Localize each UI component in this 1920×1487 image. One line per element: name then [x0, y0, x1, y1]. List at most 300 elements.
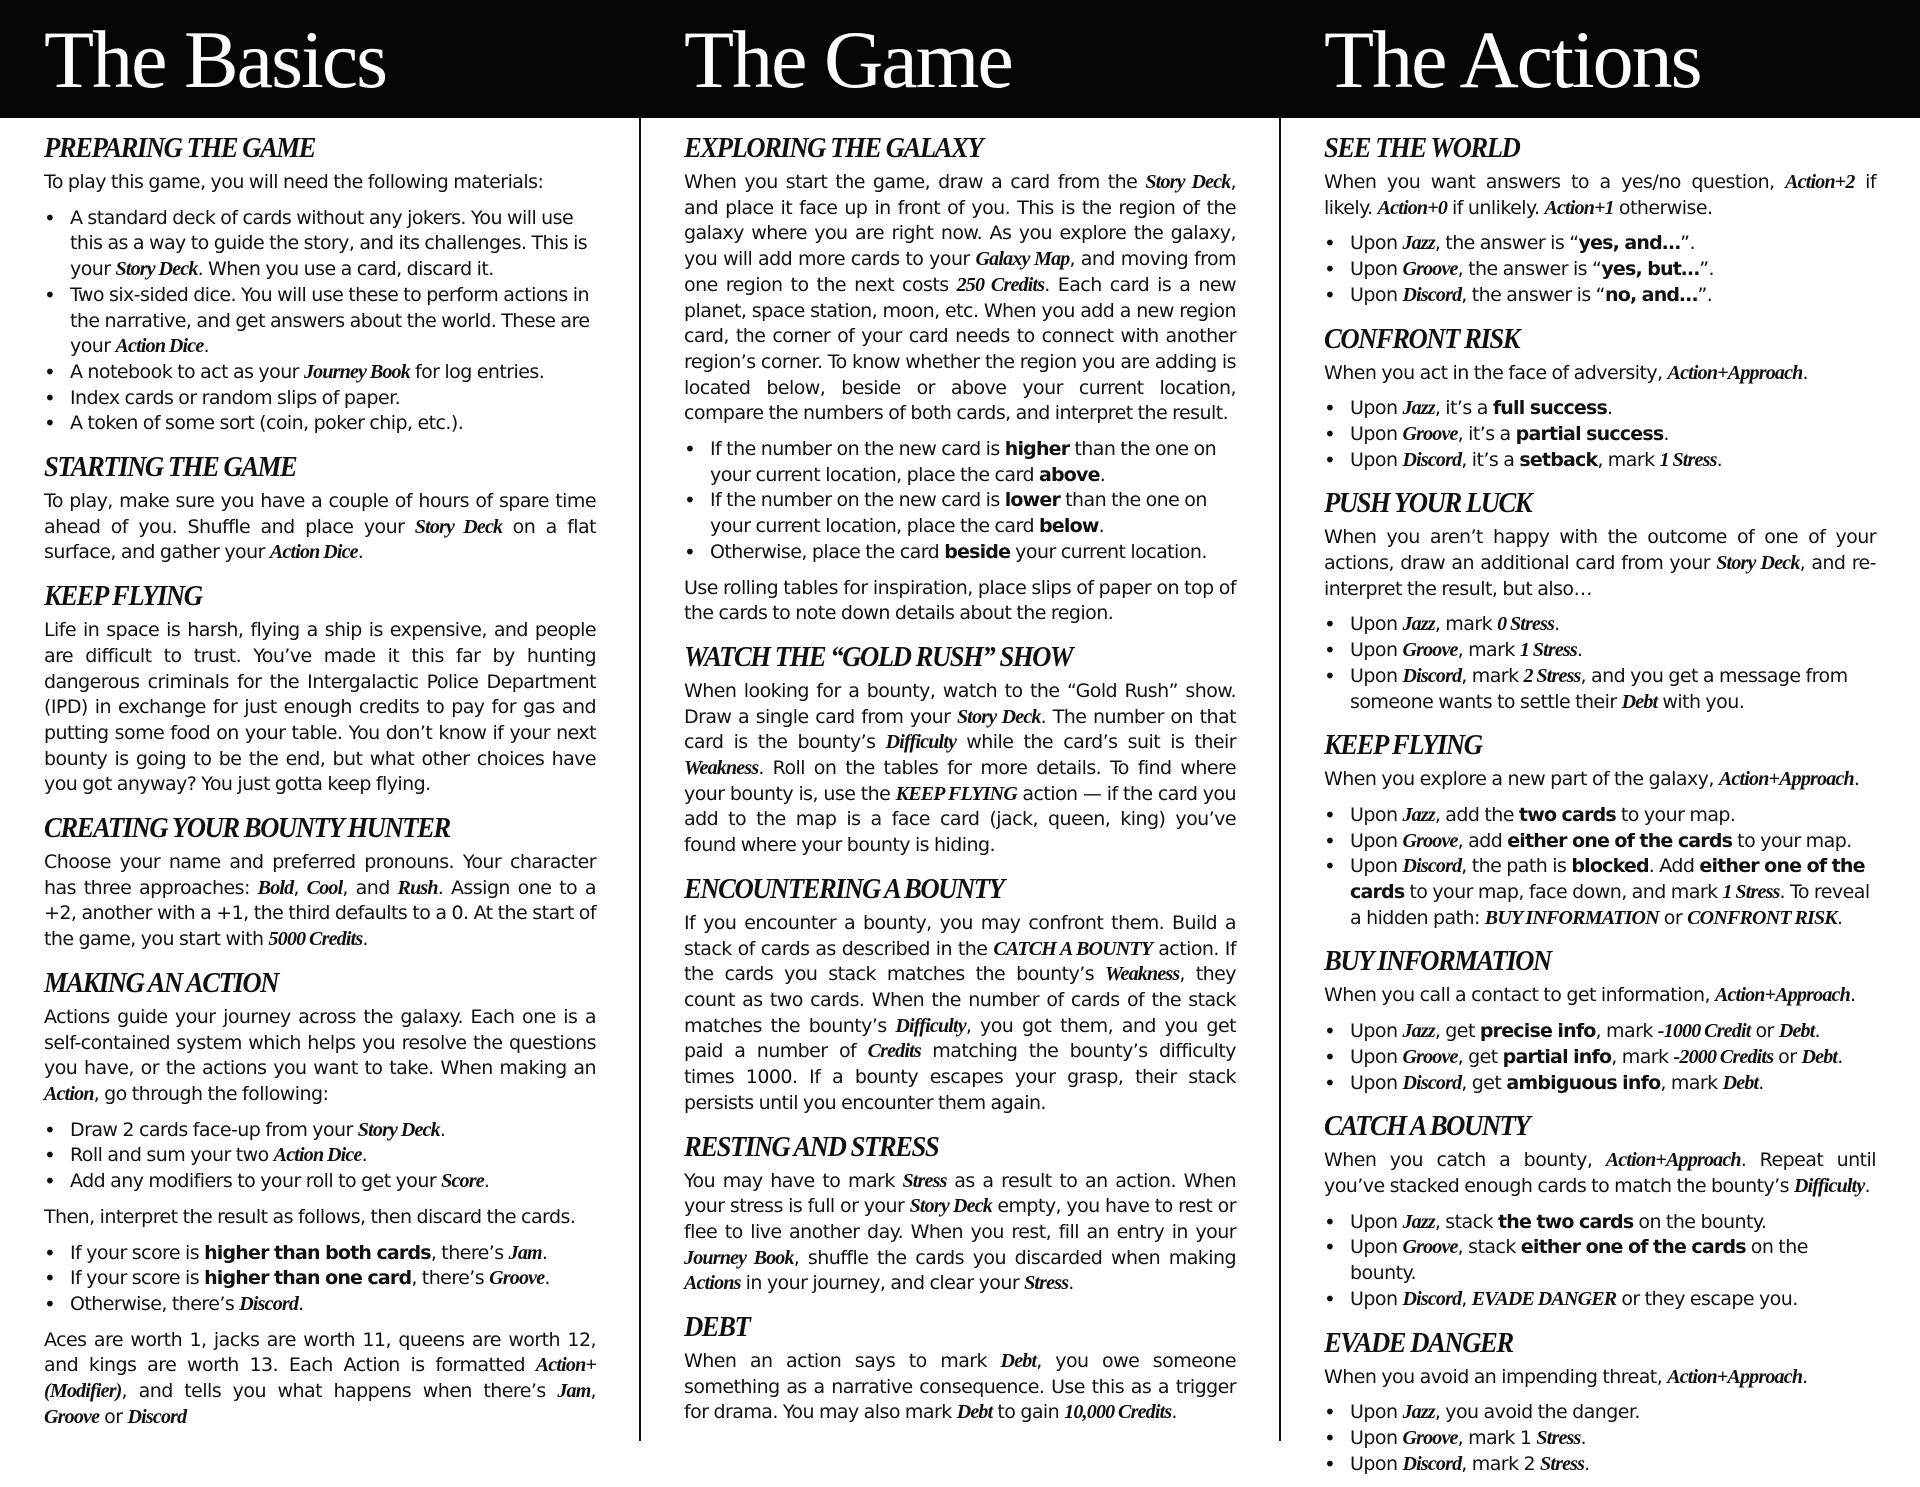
text-run: To play, make sure you have a couple of hours of spare time ahead of you. Shuffle and place your: [44, 490, 596, 538]
list-item: [70, 1292, 596, 1318]
strong-text: precise info: [1479, 1020, 1596, 1043]
bullet-list: [1324, 803, 1876, 932]
text-run: Upon: [1350, 232, 1403, 255]
paragraph: [1324, 1148, 1876, 1199]
text-run: , you owe someone something as a narrative consequence. Use this as a trigger for drama. You may also mark: [684, 1350, 1237, 1424]
text-run: .: [1836, 906, 1843, 929]
section-heading: CATCH A BOUNTY: [1324, 1110, 1530, 1143]
strong-text: no, and…: [1604, 283, 1698, 306]
list-item: [70, 1241, 596, 1267]
text-run: , stack: [1434, 1210, 1498, 1233]
text-run: .: [1068, 1272, 1074, 1295]
text-run: .: [439, 1118, 446, 1141]
text-run: on the bounty.: [1350, 1236, 1808, 1285]
term-emphasis: Story Deck: [1145, 171, 1231, 193]
section-heading: PUSH YOUR LUCK: [1324, 487, 1532, 520]
strong-text: the two cards: [1497, 1210, 1634, 1233]
text-run: , shuffle the cards you discarded when making: [793, 1246, 1236, 1269]
strong-text: partial info: [1502, 1045, 1612, 1068]
paragraph: [44, 489, 596, 566]
term-emphasis: 1 Stress: [1519, 639, 1577, 662]
list-item: [710, 540, 1236, 566]
term-emphasis: Story Deck: [956, 705, 1041, 728]
section-preparing-the-game: [44, 128, 596, 437]
text-run: .: [1607, 397, 1613, 420]
list-item: [1350, 854, 1876, 931]
term-emphasis: Groove: [1402, 829, 1458, 852]
text-run: A notebook to act as your: [70, 360, 304, 383]
column-title-basics: The Basics: [44, 14, 387, 105]
term-emphasis: 5000 Credits: [268, 928, 363, 951]
text-run: , they count as two cards. When the number of cards of the stack matches the bounty’s: [684, 963, 1236, 1037]
text-run: Upon: [1350, 639, 1403, 662]
text-run: , mark 2: [1461, 1452, 1541, 1475]
text-run: .: [1580, 1426, 1586, 1449]
text-run: .: [1576, 639, 1583, 662]
text-run: Use rolling tables for inspiration, place slips of paper on top of the cards to note down details about the region.: [684, 576, 1236, 625]
strong-text: yes, and…: [1578, 232, 1681, 255]
text-run: Aces are worth 1, jacks are worth 11, queens are worth 12, and kings are worth 13. Each Action is formatted: [44, 1328, 596, 1377]
text-run: , it’s a: [1457, 422, 1516, 445]
paragraph: [1324, 170, 1876, 221]
text-run: , go through the following:: [93, 1082, 329, 1105]
term-emphasis: Action+Approach: [1605, 1149, 1741, 1172]
text-run: . The number on that card is the bounty’s: [684, 705, 1236, 754]
term-emphasis: Discord: [1402, 283, 1462, 306]
strong-text: higher than one card: [204, 1267, 412, 1290]
paragraph: [44, 1328, 596, 1431]
term-emphasis: Action+(Modifier): [44, 1354, 596, 1403]
list-item: [1350, 638, 1876, 664]
section-creating-your-bounty-hunter: [44, 808, 596, 953]
term-emphasis: 10,000 Credits: [1064, 1401, 1172, 1424]
section-buy-information: [1324, 941, 1876, 1096]
text-run: Roll and sum your two: [70, 1144, 274, 1167]
term-emphasis: Rush: [397, 876, 438, 899]
bullet-list: [1324, 1400, 1876, 1477]
text-run: .: [203, 335, 209, 358]
term-emphasis: Jazz: [1402, 1020, 1435, 1043]
term-emphasis: Action+Approach: [1667, 1365, 1803, 1388]
section-watch-the-gold-rush-show: [684, 637, 1236, 859]
term-emphasis: Groove: [1402, 422, 1458, 445]
term-emphasis: Groove: [1402, 1426, 1458, 1449]
term-emphasis: 2 Stress: [1523, 664, 1581, 687]
strong-text: two cards: [1518, 803, 1616, 826]
text-run: .: [1554, 613, 1560, 636]
list-item: [1350, 1287, 1876, 1313]
text-run: Otherwise, place the card: [710, 540, 945, 563]
strong-text: higher: [1004, 438, 1070, 461]
section-heading: EVADE DANGER: [1324, 1326, 1513, 1359]
text-run: your current location.: [1010, 540, 1207, 563]
text-run: matching the bounty’s difficulty times 1000. If a bounty escapes your grasp, their stack persists until you encounter them again.: [684, 1040, 1236, 1114]
strong-text: above: [1038, 463, 1100, 486]
section-heading: SEE THE WORLD: [1324, 132, 1520, 164]
term-emphasis: Stress: [1536, 1426, 1581, 1449]
text-run: Upon: [1350, 664, 1403, 687]
bullet-list: [1324, 231, 1876, 308]
text-run: , mark: [1660, 1071, 1723, 1094]
text-run: Upon: [1350, 855, 1403, 878]
text-run: A token of some sort (coin, poker chip, etc.).: [70, 412, 464, 435]
text-run: to your map.: [1615, 803, 1736, 826]
text-run: .: [1584, 1452, 1590, 1475]
text-run: or: [1773, 1045, 1802, 1068]
text-run: , there’s: [430, 1241, 509, 1264]
text-run: , mark: [1461, 664, 1524, 687]
column-divider: [639, 118, 641, 1441]
term-emphasis: Jazz: [1402, 397, 1435, 420]
text-run: , add the: [1434, 803, 1519, 826]
term-emphasis: Action+Approach: [1714, 984, 1850, 1007]
bullet-list: [1324, 612, 1876, 715]
section-keep-flying: [44, 576, 596, 798]
text-run: Upon: [1350, 422, 1403, 445]
list-item: [70, 360, 596, 386]
column-divider: [1279, 118, 1281, 1441]
text-run: or: [1658, 906, 1688, 929]
text-run: to your map, face down, and mark: [1404, 881, 1723, 904]
text-run: for log entries.: [409, 360, 545, 383]
text-run: , mark: [1597, 448, 1660, 471]
text-run: If your score is: [70, 1267, 205, 1290]
term-emphasis: Difficulty: [885, 731, 957, 754]
list-item: [1350, 1210, 1876, 1236]
term-emphasis: Galaxy Map: [975, 248, 1070, 271]
text-run: Index cards or random slips of paper.: [70, 386, 401, 409]
term-emphasis: Discord: [1402, 664, 1462, 687]
term-emphasis: Jazz: [1402, 1401, 1435, 1424]
header-bar: [0, 0, 1920, 118]
text-run: . Roll on the tables for more details. To find where your bounty is, use the: [684, 757, 1236, 805]
text-run: When you explore a new part of the galaxy,: [1324, 768, 1719, 791]
text-run: Choose your name and preferred pronouns. Your character has three approaches:: [44, 851, 596, 899]
paragraph: [684, 1169, 1236, 1298]
term-emphasis: Story Deck: [909, 1195, 992, 1218]
text-run: Upon: [1350, 283, 1403, 306]
column-game: [684, 128, 1236, 1436]
list-item: [1350, 1426, 1876, 1452]
list-item: [1350, 396, 1876, 422]
term-emphasis: CONFRONT RISK: [1687, 906, 1837, 929]
term-emphasis: Groove: [489, 1267, 545, 1290]
text-run: , and: [342, 876, 398, 899]
term-emphasis: Action+Approach: [1667, 361, 1803, 384]
list-item: [1350, 1400, 1876, 1426]
section-heading: EXPLORING THE GALAXY: [684, 132, 983, 164]
text-run: . Repeat until you’ve stacked enough cards to match the bounty’s: [1324, 1149, 1877, 1197]
list-item: [1350, 283, 1876, 309]
text-run: than the one on your current location, place the card: [710, 489, 1207, 538]
text-run: You may have to mark: [684, 1169, 903, 1192]
text-run: , mark: [1595, 1020, 1658, 1043]
text-run: , there’s: [411, 1267, 490, 1290]
text-run: .: [1849, 984, 1856, 1007]
text-run: .: [1758, 1071, 1764, 1094]
text-run: When an action says to mark: [684, 1350, 1001, 1373]
text-run: than the one on your current location, place the card: [710, 438, 1217, 486]
text-run: , mark: [1434, 613, 1498, 636]
bullet-list: [44, 1118, 596, 1195]
text-run: Then, interpret the result as follows, then discard the cards.: [44, 1205, 576, 1228]
term-emphasis: Cool: [306, 876, 343, 899]
section-heading: CREATING YOUR BOUNTY HUNTER: [44, 812, 450, 845]
text-run: , it’s a: [1461, 448, 1520, 471]
list-item: [1350, 612, 1876, 638]
text-run: or: [99, 1405, 128, 1428]
text-run: .: [1814, 1020, 1820, 1043]
list-item: [70, 1143, 596, 1169]
text-run: If the number on the new card is: [710, 489, 1005, 512]
paragraph: [684, 911, 1236, 1117]
text-run: , the answer is “: [1434, 232, 1579, 255]
text-run: , and re-interpret the result, but also…: [1324, 552, 1876, 600]
paragraph: [684, 679, 1236, 859]
text-run: , mark: [1457, 639, 1520, 662]
list-item: [1350, 803, 1876, 829]
term-emphasis: Score: [441, 1170, 484, 1193]
term-emphasis: Stress: [1540, 1452, 1585, 1475]
paragraph: [1324, 1365, 1876, 1391]
text-run: .: [483, 1170, 490, 1193]
term-emphasis: Jazz: [1402, 1210, 1435, 1233]
list-item: [710, 437, 1236, 488]
term-emphasis: 1 Stress: [1722, 881, 1780, 904]
strong-text: below: [1038, 515, 1099, 538]
section-heading: DEBT: [684, 1311, 750, 1344]
term-emphasis: Journey Book: [684, 1246, 794, 1269]
text-run: , the answer is “: [1457, 258, 1602, 281]
section-heading: RESTING AND STRESS: [684, 1130, 939, 1163]
term-emphasis: Jam: [557, 1380, 591, 1403]
section-keep-flying: [1324, 725, 1876, 931]
text-run: .: [1802, 361, 1809, 384]
text-run: .: [1853, 768, 1860, 791]
term-emphasis: Discord: [239, 1292, 299, 1315]
term-emphasis: Difficulty: [895, 1014, 966, 1037]
term-emphasis: Difficulty: [1794, 1174, 1865, 1197]
text-run: Upon: [1350, 1020, 1403, 1043]
text-run: Life in space is harsh, flying a ship is expensive, and people are difficult to trust. You’ve made it this far by hunting dangerous criminals for the Intergalactic Police Department (IPD) in exchange for just enough credits to pay for gas and putting some food on your table. You don’t know if your next bounty is going to be the end, but what other choices have you got anyway? You just gotta keep flying.: [44, 619, 596, 796]
text-run: To play this game, you will need the following materials:: [44, 171, 544, 193]
section-heading: STARTING THE GAME: [44, 451, 297, 484]
list-item: [1350, 829, 1876, 855]
text-run: as a result to an action. When your stress is full or your: [684, 1169, 1236, 1218]
text-run: If you encounter a bounty, you may confront them. Build a stack of cards as described in the: [684, 911, 1236, 960]
strong-text: yes, but…: [1601, 258, 1700, 281]
text-run: .: [541, 1241, 548, 1264]
paragraph: [1324, 767, 1876, 793]
text-run: on a flat surface, and gather your: [44, 515, 596, 564]
strong-text: either one of the cards: [1507, 829, 1733, 852]
text-run: Draw 2 cards face-up from your: [70, 1118, 358, 1141]
text-run: If your score is: [70, 1241, 205, 1264]
text-run: .: [1098, 515, 1105, 538]
term-emphasis: Debt: [1000, 1350, 1037, 1373]
text-run: Upon: [1350, 1452, 1403, 1475]
term-emphasis: Action Dice: [269, 541, 358, 564]
list-item: [1350, 448, 1876, 474]
text-run: . Assign one to a +2, another with a +1, the third defaults to a 0. At the start of the game, you start with: [44, 876, 596, 951]
text-run: ”.: [1697, 283, 1713, 306]
paragraph: [44, 1005, 596, 1108]
section-confront-risk: [1324, 319, 1876, 474]
bullet-list: [1324, 1019, 1876, 1096]
section-heading: PREPARING THE GAME: [44, 132, 315, 164]
text-run: If the number on the new card is: [710, 438, 1005, 461]
text-run: to gain: [992, 1401, 1065, 1424]
term-emphasis: Debt: [1722, 1071, 1759, 1094]
text-run: When you aren’t happy with the outcome of one of your actions, draw an additional card from your: [1324, 526, 1876, 575]
term-emphasis: Groove: [44, 1405, 100, 1428]
text-run: .: [357, 541, 364, 564]
list-item: [70, 283, 596, 360]
list-item: [1350, 231, 1876, 257]
list-item: [710, 488, 1236, 539]
strong-text: partial success: [1515, 422, 1664, 445]
term-emphasis: Action Dice: [115, 335, 204, 358]
term-emphasis: Jazz: [1402, 232, 1435, 255]
term-emphasis: -1000 Credit: [1657, 1020, 1751, 1043]
term-emphasis: Credits: [867, 1040, 921, 1063]
text-run: , the path is: [1461, 855, 1572, 878]
text-run: , and tells you what happens when there’s: [121, 1380, 558, 1403]
text-run: ,: [590, 1380, 596, 1403]
term-emphasis: 250 Credits: [956, 273, 1045, 296]
text-run: , stack: [1457, 1236, 1521, 1259]
strong-text: full success: [1492, 397, 1608, 420]
text-run: , it’s a: [1434, 397, 1493, 420]
list-item: [70, 386, 596, 412]
text-run: , get: [1461, 1071, 1507, 1094]
text-run: Actions guide your journey across the galaxy. Each one is a self-contained system which helps you resolve the questions you have, or the actions you want to take. When making an: [44, 1005, 596, 1080]
text-run: Otherwise, there’s: [70, 1292, 240, 1315]
section-heading: WATCH THE “GOLD RUSH” SHOW: [684, 640, 1073, 673]
strong-text: either one of the cards: [1350, 855, 1865, 904]
text-run: , mark: [1611, 1045, 1674, 1068]
term-emphasis: Weakness: [1105, 963, 1180, 986]
text-run: .: [544, 1267, 550, 1290]
term-emphasis: Weakness: [684, 757, 759, 780]
text-run: on the bounty.: [1633, 1210, 1767, 1233]
section-resting-and-stress: [684, 1127, 1236, 1298]
text-run: .: [1864, 1174, 1871, 1197]
strong-text: beside: [944, 540, 1011, 563]
list-item: [70, 1266, 596, 1292]
text-run: otherwise.: [1613, 196, 1713, 219]
section-starting-the-game: [44, 447, 596, 566]
text-run: or they escape you.: [1616, 1287, 1798, 1310]
text-run: . Each card is a new planet, space station, moon, etc. When you add a new region card, the corner of your card needs to connect with another region’s corner. To know whether the region you are adding is located below, beside or above your current location, compare the numbers of both cards, and interpret the result.: [684, 273, 1236, 425]
term-emphasis: EVADE DANGER: [1471, 1287, 1617, 1310]
column-title-actions: The Actions: [1324, 14, 1701, 105]
text-run: . To reveal a hidden path:: [1350, 881, 1870, 929]
strong-text: ambiguous info: [1506, 1071, 1661, 1094]
text-run: , and moving from one region to the next costs: [684, 248, 1236, 296]
column-title-game: The Game: [684, 14, 1012, 105]
text-run: in your journey, and clear your: [740, 1272, 1025, 1295]
text-run: Upon: [1350, 829, 1403, 852]
column-basics: [44, 128, 596, 1440]
text-run: , mark 1: [1457, 1426, 1537, 1449]
text-run: .: [298, 1292, 304, 1315]
term-emphasis: Debt: [1621, 690, 1658, 713]
bullet-list: [44, 206, 596, 437]
term-emphasis: Discord: [1402, 1452, 1462, 1475]
text-run: , get: [1457, 1045, 1503, 1068]
term-emphasis: Story Deck: [1716, 552, 1800, 575]
text-run: Upon: [1350, 448, 1403, 471]
term-emphasis: Discord: [127, 1405, 187, 1428]
text-run: When you act in the face of adversity,: [1324, 361, 1668, 384]
text-run: When you start the game, draw a card from the: [684, 171, 1146, 193]
text-run: ”.: [1680, 232, 1695, 255]
text-run: Add any modifiers to your roll to get your: [70, 1170, 442, 1193]
section-exploring-the-galaxy: [684, 128, 1236, 627]
term-emphasis: Jazz: [1402, 803, 1435, 826]
text-run: Upon: [1350, 1401, 1403, 1424]
term-emphasis: Debt: [956, 1401, 993, 1424]
text-run: empty, you have to rest or flee to live another day. When you rest, fill an entry in your: [684, 1195, 1236, 1243]
text-run: .: [1663, 422, 1669, 445]
bullet-list: [1324, 1210, 1876, 1313]
text-run: with you.: [1657, 690, 1745, 713]
term-emphasis: Discord: [1402, 1071, 1462, 1094]
strong-text: blocked: [1571, 855, 1649, 878]
text-run: , you got them, and you get paid a number of: [684, 1014, 1236, 1063]
text-run: action — if the card you add to the map is a face card (jack, queen, king) you’ve found where your bounty is hiding.: [684, 782, 1236, 857]
text-run: When looking for a bounty, watch to the “Gold Rush” show. Draw a single card from your: [684, 679, 1236, 728]
text-run: When you avoid an impending threat,: [1324, 1365, 1668, 1388]
term-emphasis: Action: [44, 1082, 94, 1105]
section-heading: KEEP FLYING: [1324, 729, 1482, 762]
text-run: while the card’s suit is their: [956, 731, 1236, 754]
term-emphasis: 1 Stress: [1659, 448, 1717, 471]
term-emphasis: Bold: [257, 876, 294, 899]
text-run: .: [1802, 1365, 1808, 1388]
text-run: to your map.: [1732, 829, 1852, 852]
paragraph: [1324, 525, 1876, 602]
section-push-your-luck: [1324, 483, 1876, 715]
text-run: or: [1750, 1020, 1779, 1043]
strong-text: either one of the cards: [1520, 1236, 1746, 1259]
term-emphasis: Action+1: [1544, 196, 1614, 219]
term-emphasis: -2000 Credits: [1673, 1045, 1774, 1068]
list-item: [70, 411, 596, 437]
section-heading: CONFRONT RISK: [1324, 322, 1520, 355]
bullet-list: [684, 437, 1236, 566]
term-emphasis: Discord: [1402, 448, 1462, 471]
text-run: .: [362, 928, 368, 951]
text-run: .: [361, 1144, 368, 1167]
strong-text: setback: [1519, 448, 1598, 471]
column-actions: [1324, 128, 1876, 1487]
paragraph: [684, 170, 1236, 427]
paragraph: [684, 1349, 1236, 1426]
list-item: [1350, 1019, 1876, 1045]
list-item: [1350, 1235, 1876, 1286]
term-emphasis: Action+0: [1377, 196, 1448, 219]
text-run: ,: [293, 876, 307, 899]
term-emphasis: CATCH A BOUNTY: [993, 937, 1153, 960]
paragraph: [44, 850, 596, 953]
term-emphasis: Stress: [1024, 1272, 1069, 1295]
paragraph: [44, 618, 596, 798]
text-run: When you call a contact to get information,: [1324, 984, 1715, 1007]
text-run: Upon: [1350, 397, 1403, 420]
text-run: . Add: [1648, 855, 1700, 878]
